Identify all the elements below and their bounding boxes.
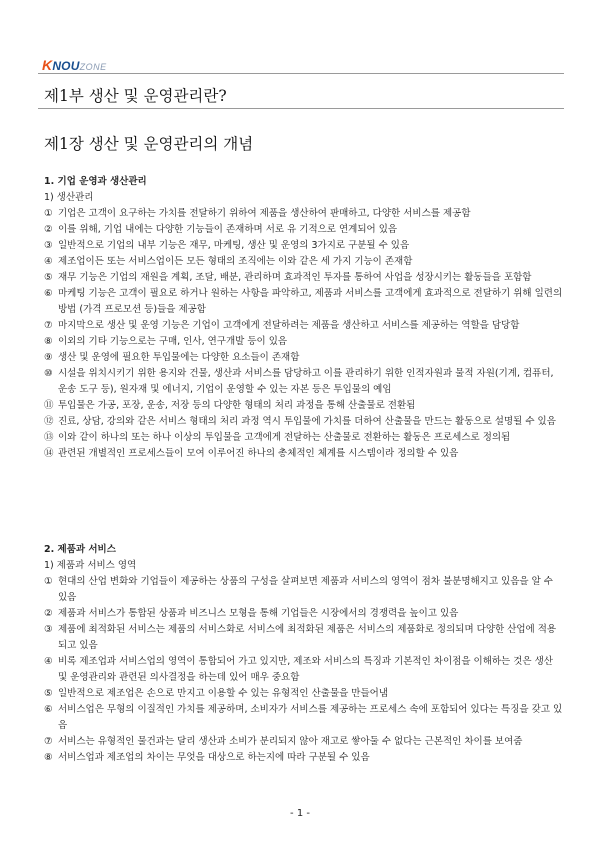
item-text: 이외의 기타 기능으로는 구매, 인사, 연구개발 등이 있음 (58, 336, 288, 347)
list-item (44, 318, 564, 334)
item-text: 투입물은 가공, 포장, 운송, 저장 등의 다양한 형태의 처리 과정을 통해 산출물로 전환됨 (58, 400, 416, 411)
item-marker: ⑪ (44, 400, 54, 411)
item-text: 일반적으로 제조업은 손으로 만지고 이용할 수 있는 유형적인 산출물을 만들어냄 (58, 688, 389, 699)
item-marker: ① (44, 576, 53, 587)
item-text: 시설을 위치시키기 위한 용지와 건물, 생산과 서비스를 담당하고 이를 관리하기 위한 인적자원과 물적 자원(기계, 컴퓨터, 운송 도구 등), 원자재 및 에너지, 기업이 운영할 수 있는 자본 등은 투입물의 예임 (58, 368, 554, 395)
section-1-list (44, 206, 566, 462)
item-text: 제조업이든 또는 서비스업이든 모든 형태의 조직에는 이와 같은 세 가지 기능이 존재함 (58, 256, 413, 267)
item-text: 제품과 서비스가 통합된 상품과 비즈니스 모형을 통해 기업들은 시장에서의 경쟁력을 높이고 있음 (58, 608, 459, 619)
item-text: 제품에 최적화된 서비스는 제품의 서비스화로 서비스에 최적화된 제품은 서비스의 제품화로 정의되며 다양한 산업에 적용되고 있음 (58, 624, 557, 651)
list-item (44, 398, 564, 414)
list-item (44, 606, 564, 622)
item-text: 이와 같이 하나의 또는 하나 이상의 투입물을 고객에게 전달하는 산출물로 전환하는 활동은 프로세스로 정의됨 (58, 432, 511, 443)
list-item (44, 206, 564, 222)
logo-letter-k: K (42, 57, 53, 73)
item-text: 재무 기능은 기업의 재원을 계획, 조달, 배분, 관리하며 효과적인 투자를 통하여 사업을 성장시키는 활동들을 포함함 (58, 272, 532, 283)
item-text: 생산 및 운영에 필요한 투입물에는 다양한 요소들이 존재함 (58, 352, 300, 363)
item-text: 관련된 개별적인 프로세스들이 모여 이루어진 하나의 총체적인 체계를 시스템이라 정의할 수 있음 (58, 448, 459, 459)
section-1 (44, 174, 566, 462)
item-marker: ③ (44, 624, 53, 635)
item-marker: ⑤ (44, 272, 53, 283)
part-title-rule (38, 108, 564, 109)
list-item (44, 430, 564, 446)
list-item (44, 270, 564, 286)
chapter-title: 제1장 생산 및 운영관리의 개념 (44, 135, 254, 153)
item-marker: ③ (44, 240, 53, 251)
section-2-title: 2. 제품과 서비스 (44, 544, 116, 555)
list-item (44, 702, 564, 734)
item-marker: ④ (44, 656, 53, 667)
item-text: 진료, 상담, 강의와 같은 서비스 형태의 처리 과정 역시 투입물에 가치를 더하여 산출물을 만드는 활동으로 설명될 수 있음 (58, 416, 556, 427)
item-text: 마지막으로 생산 및 운영 기능은 기업이 고객에게 전달하려는 제품을 생산하고 서비스를 제공하는 역할을 담당함 (58, 320, 520, 331)
item-marker: ⑦ (44, 736, 53, 747)
list-item (44, 350, 564, 366)
section-2-list (44, 574, 566, 766)
section-2-subtitle: 1) 제품과 서비스 영역 (44, 560, 137, 571)
list-item (44, 334, 564, 350)
list-item (44, 254, 564, 270)
list-item (44, 222, 564, 238)
item-text: 서비스업은 무형의 이질적인 가치를 제공하며, 소비자가 서비스를 제공하는 프로세스 속에 포함되어 있다는 특징을 갖고 있음 (58, 704, 563, 731)
item-marker: ⑬ (44, 432, 54, 443)
item-text: 기업은 고객이 요구하는 가치를 전달하기 위하여 제품을 생산하여 판매하고, 다양한 서비스를 제공함 (58, 208, 471, 219)
item-text: 마케팅 기능은 고객이 필요로 하거나 원하는 사항을 파악하고, 제품과 서비스를 고객에게 효과적으로 전달하기 위해 일련의 방법 (가격 프로모션 등)들을 제공함 (58, 288, 563, 315)
header-rule (38, 73, 564, 74)
item-marker: ⑧ (44, 752, 53, 763)
item-marker: ② (44, 608, 53, 619)
list-item (44, 414, 564, 430)
item-marker: ⑫ (44, 416, 54, 427)
item-marker: ⑭ (44, 448, 54, 459)
list-item (44, 654, 564, 686)
item-text: 서비스는 유형적인 물건과는 달리 생산과 소비가 분리되지 않아 재고로 쌓아둘 수 없다는 근본적인 차이를 보여줌 (58, 736, 523, 747)
list-item (44, 238, 564, 254)
section-2 (44, 542, 566, 766)
item-marker: ⑨ (44, 352, 53, 363)
list-item (44, 286, 564, 318)
list-item (44, 446, 564, 462)
item-text: 서비스업과 제조업의 차이는 무엇을 대상으로 하는지에 따라 구분될 수 있음 (58, 752, 370, 763)
list-item (44, 366, 564, 398)
item-text: 일반적으로 기업의 내부 기능은 재무, 마케팅, 생산 및 운영의 3가지로 구분될 수 있음 (58, 240, 410, 251)
page-number: - 1 - (290, 808, 310, 819)
item-marker: ① (44, 208, 53, 219)
item-marker: ⑥ (44, 704, 53, 715)
list-item (44, 734, 564, 750)
logo-zone: ZONE (79, 62, 107, 72)
logo-nou: NOU (52, 59, 80, 73)
section-1-title: 1. 기업 운영과 생산관리 (44, 176, 147, 187)
item-marker: ⑥ (44, 288, 53, 299)
knouzone-logo (42, 57, 107, 73)
list-item (44, 750, 564, 766)
list-item (44, 574, 564, 606)
item-text: 현대의 산업 변화와 기업들이 제공하는 상품의 구성을 살펴보면 제품과 서비스의 영역이 점차 불분명해지고 있음을 알 수 있음 (58, 576, 553, 603)
item-marker: ⑧ (44, 336, 53, 347)
part-title: 제1부 생산 및 운영관리란? (44, 87, 227, 105)
section-1-subtitle: 1) 생산관리 (44, 192, 94, 203)
item-text: 이를 위해, 기업 내에는 다양한 기능들이 존재하며 서로 유 기적으로 연계되어 있음 (58, 224, 398, 235)
item-marker: ② (44, 224, 53, 235)
item-marker: ⑩ (44, 368, 53, 379)
item-marker: ④ (44, 256, 53, 267)
list-item (44, 622, 564, 654)
item-text: 비록 제조업과 서비스업의 영역이 통합되어 가고 있지만, 제조와 서비스의 특징과 기본적인 차이점을 이해하는 것은 생산 및 운영관리와 관련된 의사결정을 하는데 있어 매우 중요함 (58, 656, 553, 683)
item-marker: ⑦ (44, 320, 53, 331)
list-item (44, 686, 564, 702)
item-marker: ⑤ (44, 688, 53, 699)
